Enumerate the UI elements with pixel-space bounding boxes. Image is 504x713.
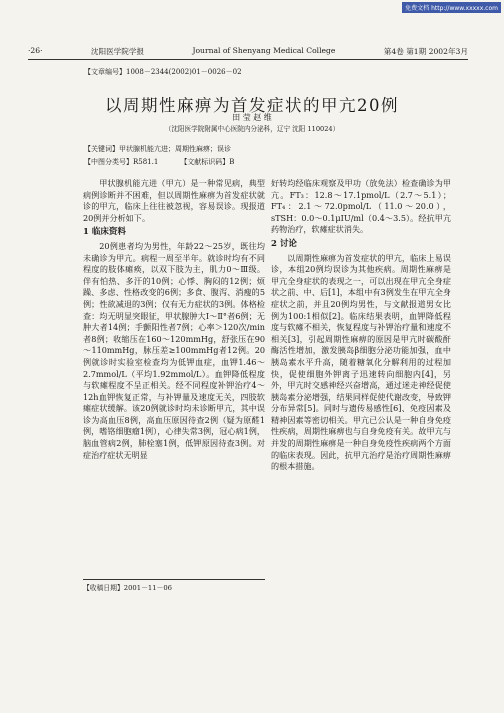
authors: 田 莹 赵 维 bbox=[232, 113, 272, 122]
page-number: ·26· bbox=[28, 46, 43, 55]
article-title: 以周期性麻痹为首发症状的甲亢20例 bbox=[105, 96, 399, 115]
classification-row bbox=[84, 157, 234, 167]
running-header bbox=[28, 46, 468, 60]
watermark-badge: 免费文档 http://www.xxxxx.com bbox=[402, 2, 501, 13]
left-column bbox=[83, 178, 265, 461]
continued-paragraph: 好转均经临床观察及甲功（放免法）检查确诊为甲亢。FT₃：12.8～17.1pmol/L（2.7～5.1）；FT₄：2.1～72.0pmol/L（11.0～20.0），sTSH：0.0～0.1μIU/ml（0.4～3.5）。经抗甲亢药物治疗，软瘫症状消失。 bbox=[271, 178, 451, 235]
affiliation: （沈阳医学院附属中心医院内分泌科，辽宁 沈阳 110024） bbox=[164, 125, 340, 133]
section-heading-clinical: 1 临床资料 bbox=[83, 227, 126, 238]
right-column bbox=[271, 178, 451, 473]
clc-number: 【中图分类号】R581.1 bbox=[84, 158, 159, 166]
journal-cn: 沈阳医学院学报 bbox=[90, 47, 145, 56]
clinical-paragraph: 20例患者均为男性，年龄22～25岁，既往均未确诊为甲亢。病程一周至半年。就诊时均有不同程度的肢体瘫痪，以双下肢为主，肌力0～Ⅲ级。伴有怕热、多汗的10例；心悸、胸闷的12例；烦躁、多虑、性格改变的6例；多食、腹泻、消瘦的5例；性欲减退的3例；仅有无力症状的3例。体格检查：均无明显突眼征，甲状腺肿大Ⅰ～Ⅱ°者6例；无肿大者14例；手颤阳性者7例；心率＞120次/min者8例；收缩压在160～120mmHg，舒张压在90～110mmHg，脉压差≥100mmHg者12例。20例就诊时实验室检查均为低钾血症，血钾1.46～2.7mmol/L（平均1.92mmol/L）。血钾降低程度与软瘫程度不呈正相关。经不同程度补钾治疗4～12h血钾恢复正常，与补钾量及速度无关，四肢软瘫症状缓解。该20例就诊时均未诊断甲亢，其中误诊为高血压8例，高血压原因待查2例（疑为原醛1例，嗜铬细胞瘤1例），心律失常3例，冠心病1例，脑血管病2例，肺栓塞1例，低钾原因待查3例。对症治疗症状无明显 bbox=[83, 240, 265, 460]
article-number: 【文章编号】1008－2344(2002)01－0026－02 bbox=[84, 68, 242, 76]
intro-paragraph: 甲状腺机能亢进（甲亢）是一种常见病，典型病例诊断并不困难，但以周期性麻痹为首发症状就诊的甲亢，临床上往往被忽视，容易误诊。现报道20例并分析如下。 bbox=[83, 178, 265, 223]
issue-info: 第4卷 第1期 2002年3月 bbox=[383, 47, 468, 56]
section-heading-discussion: 2 讨论 bbox=[271, 238, 297, 249]
received-date: 【收稿日期】2001－11－06 bbox=[83, 579, 265, 592]
document-code: 【文献标识码】B bbox=[180, 158, 235, 166]
keywords: 【关键词】甲状腺机能亢进；周期性麻痹；误诊 bbox=[84, 145, 231, 153]
discussion-paragraph: 以周期性麻痹为首发症状的甲亢，临床上易误诊，本组20例均误诊为其他疾病。周期性麻痹是甲亢全身症状的表现之一，可以出现在甲亢全身症状之前、中、后[1]，本组中有3例发生在甲亢全身症状之前，并且20例均男性，与文献报道男女比例为100:1相似[2]。临床结果表明，血钾降低程度与软瘫不相关，恢复程度与补钾治疗量和速度不相关[3]，引起周期性麻痹的原因是甲亢时碳酸酐酶活性增加，激发胰岛β细胞分泌功能加强，血中胰岛素水平升高，随着糖氧化分解利用的过程加快，促使细胞外钾离子迅速转向细胞内[4]，另外，甲亢时交感神经兴奋增高，通过迷走神经促使胰岛素分泌增强，结果同样促使代谢改变，导致钾分布异常[5]。同时与遗传易感性[6]、免疫因素及精神因素等密切相关。甲亢已公认是一种自身免疫性疾病，周期性麻痹也与自身免疫有关。故甲亢与并发的周期性麻痹是一种自身免疫性疾病两个方面的临床表现。因此，抗甲亢治疗是治疗周期性麻痹的根本措施。 bbox=[271, 252, 451, 472]
journal-en: Journal of Shenyang Medical College bbox=[192, 46, 336, 55]
